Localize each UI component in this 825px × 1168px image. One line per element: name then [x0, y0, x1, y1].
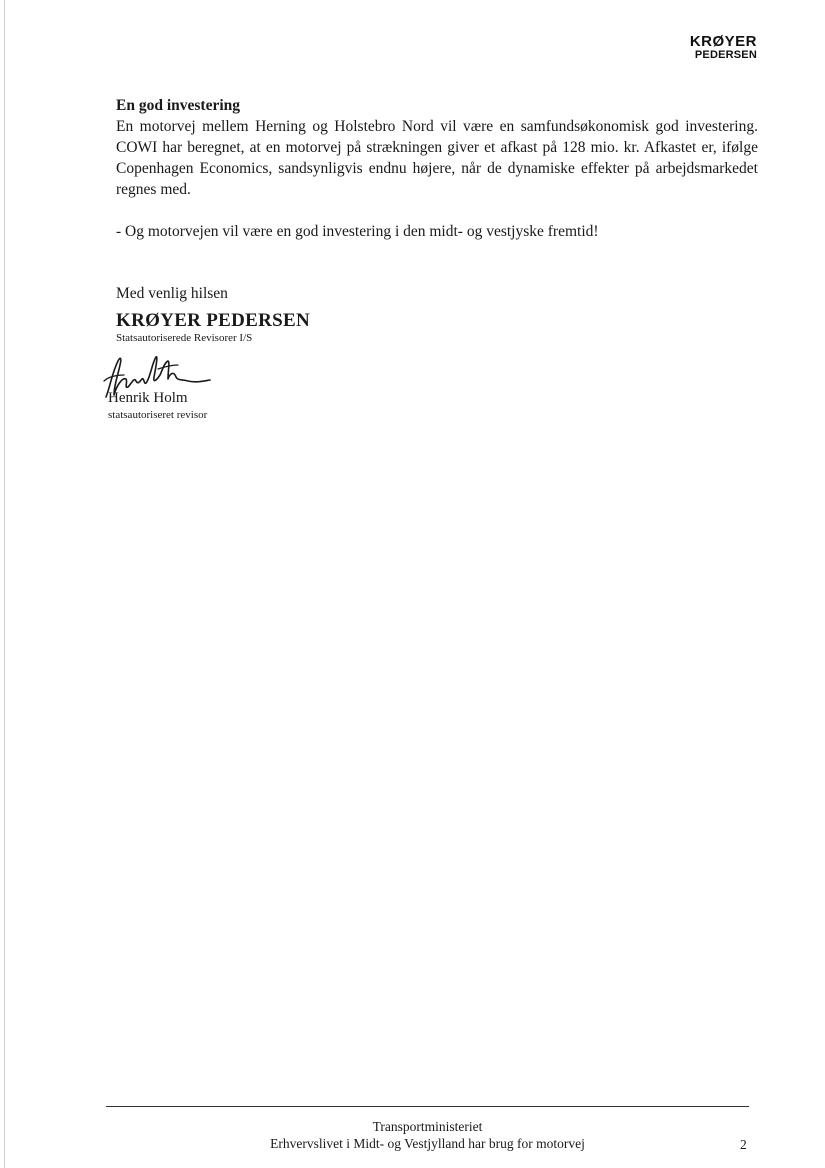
logo-line-1: KRØYER — [689, 33, 757, 50]
paragraph-investment: En motorvej mellem Herning og Holstebro Nord vil være en samfundsøkonomisk god investering. COWI har beregnet, at en motorvej på strækningen giver et afkast på 128 mio. kr. Afkastet er, ifølge Copenhagen Economics, sandsynligvis endnu højere, når de dynamiske effekter på arbejdsmarkedet regnes med. — [116, 118, 758, 198]
company-subtitle: Statsautoriserede Revisorer I/S — [116, 332, 253, 344]
logo-line-2: PEDERSEN — [694, 49, 757, 61]
footer-divider — [106, 1106, 749, 1107]
company-name: KRØYER PEDERSEN — [116, 310, 310, 331]
company-logo — [690, 34, 757, 61]
closing-greeting: Med venlig hilsen — [116, 285, 228, 302]
signature-block — [108, 351, 758, 423]
page-footer — [106, 1118, 749, 1152]
footer-subject: Erhvervslivet i Midt- og Vestjylland har brug for motorvej — [270, 1136, 585, 1151]
paragraph-future: - Og motorvejen vil være en god investering i den midt- og vestjyske fremtid! — [116, 223, 599, 240]
section-heading: En god investering — [116, 97, 241, 114]
signer-title: statsautoriseret revisor — [108, 409, 208, 421]
scan-edge — [4, 0, 5, 1168]
signer-name: Henrik Holm — [108, 390, 188, 406]
page-number: 2 — [740, 1137, 747, 1152]
footer-recipient: Transportministeriet — [372, 1119, 483, 1134]
letter-body — [108, 95, 758, 423]
